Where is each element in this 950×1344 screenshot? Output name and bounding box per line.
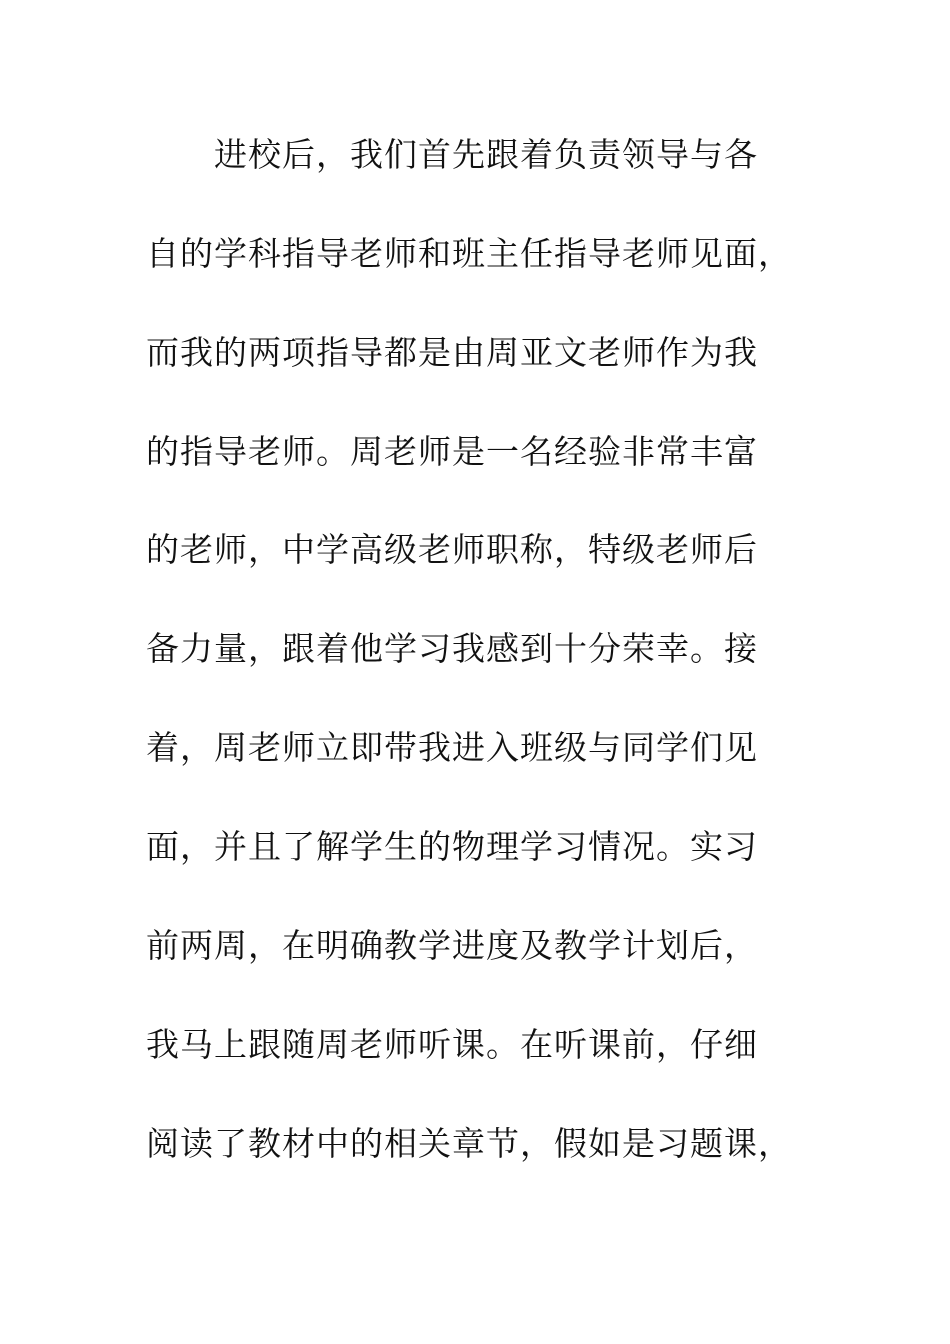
text-line: 前两周，在明确教学进度及教学计划后， bbox=[146, 926, 758, 965]
text-line: 的指导老师。周老师是一名经验非常丰富 bbox=[146, 432, 758, 471]
text-line: 阅读了教材中的相关章节，假如是习题课， bbox=[146, 1124, 792, 1163]
text-line: 我马上跟随周老师听课。在听课前，仔细 bbox=[146, 1025, 758, 1064]
text-line: 备力量，跟着他学习我感到十分荣幸。接 bbox=[146, 629, 758, 668]
text-line: 而我的两项指导都是由周亚文老师作为我 bbox=[146, 333, 758, 372]
text-line: 着，周老师立即带我进入班级与同学们见 bbox=[146, 728, 758, 767]
text-line: 自的学科指导老师和班主任指导老师见面， bbox=[146, 234, 792, 273]
text-line: 的老师，中学高级老师职称，特级老师后 bbox=[146, 530, 758, 569]
text-line: 进校后，我们首先跟着负责领导与各 bbox=[214, 135, 758, 174]
text-line: 面，并且了解学生的物理学习情况。实习 bbox=[146, 827, 758, 866]
